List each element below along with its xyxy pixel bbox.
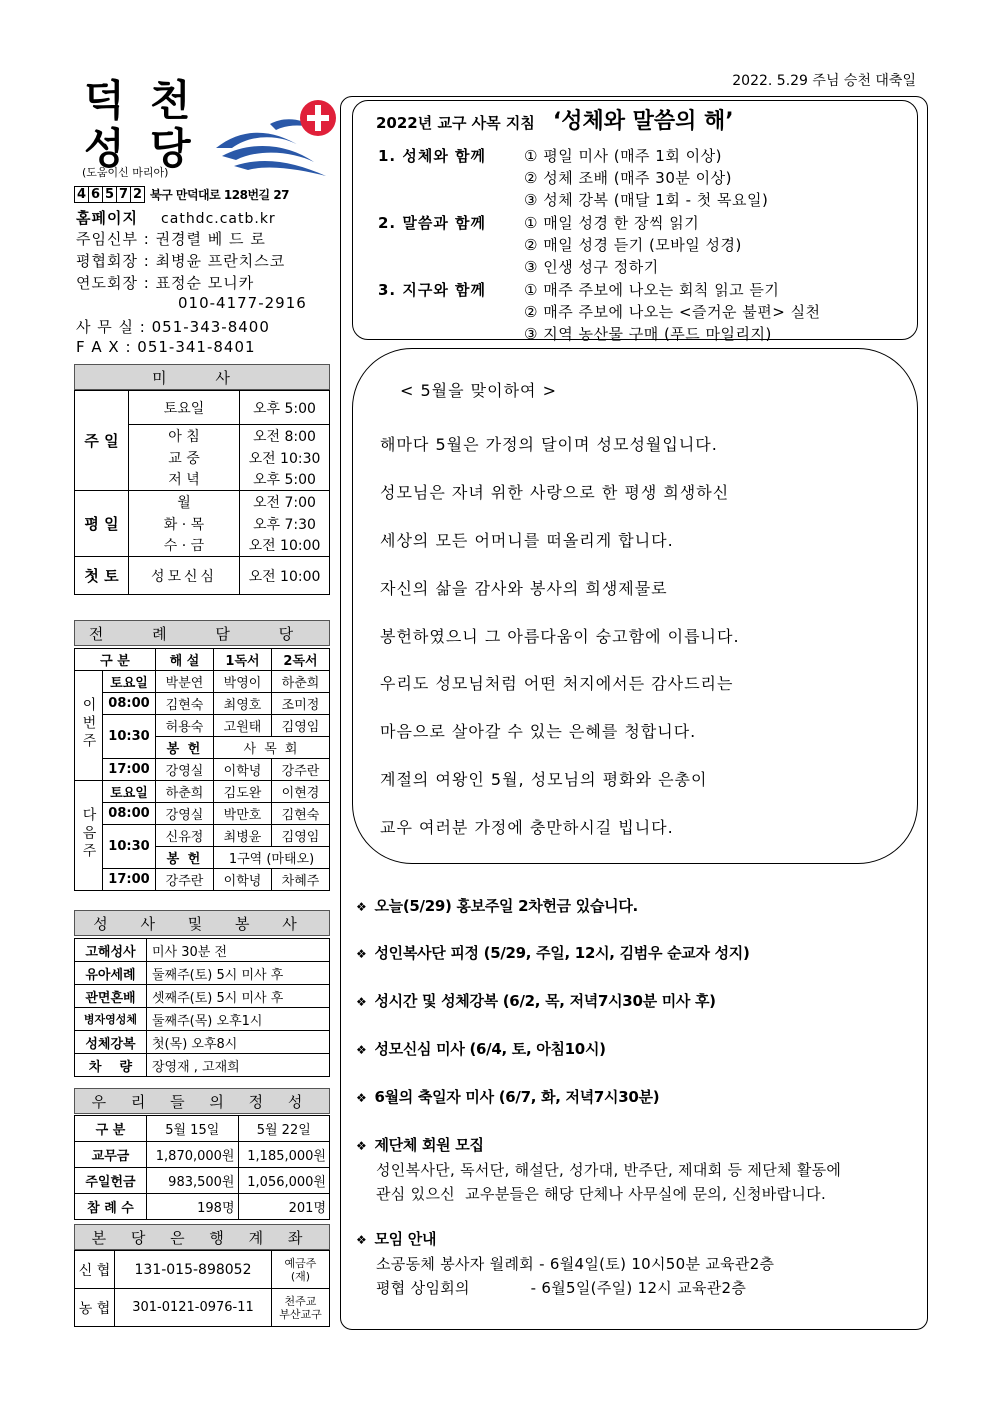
offering-value: 198명: [147, 1194, 239, 1220]
duty-cell: 김현숙: [272, 803, 330, 825]
bank-name: 신 협: [75, 1251, 115, 1289]
bank-name: 농 협: [75, 1289, 115, 1327]
mass-table: [74, 390, 330, 595]
duty-cell: 차혜주: [272, 869, 330, 891]
service-value: 둘째주(목) 오후1시: [147, 1008, 330, 1031]
info-pastor: 주임신부 : 권경렬 베 드 로: [76, 230, 266, 248]
duty-cell: 김도완: [214, 781, 272, 803]
zip-digit: 2: [130, 186, 145, 203]
offering-col-header: 5월 22일: [238, 1116, 330, 1142]
message-line: 우리도 성모님처럼 어떤 처지에서든 감사드리는: [380, 674, 734, 693]
info-homepage: 홈페이지 cathdc.catb.kr: [76, 209, 276, 227]
info-office: 사 무 실 : 051-343-8400: [76, 318, 270, 336]
mass-firstsat-label: 첫 토: [75, 557, 129, 595]
duty-cell: 조미정: [272, 693, 330, 715]
offering-col-header: 5월 15일: [147, 1116, 239, 1142]
bullet-icon: ❖: [356, 1043, 367, 1057]
duty-time: 17:00: [103, 759, 156, 781]
info-fax: F A X : 051-341-8401: [76, 338, 256, 356]
duty-cell: 이학녕: [214, 869, 272, 891]
offering-label: 참 례 수: [75, 1194, 147, 1220]
mass-time: 오전 10:00: [240, 535, 330, 557]
duty-cell: 박만호: [214, 803, 272, 825]
duty-offering-label: 봉 헌: [156, 847, 214, 869]
mass-sunday-label: 주 일: [75, 391, 129, 491]
duty-cell: 김영임: [272, 715, 330, 737]
duty-cell: 신유정: [156, 825, 214, 847]
duty-offering-label: 봉 헌: [156, 737, 214, 759]
service-value: 미사 30분 전: [147, 939, 330, 962]
duty-cell: 박분연: [156, 671, 214, 693]
notice-item: ❖ 성인복사단 피정 (5/29, 주일, 12시, 김범우 순교자 성지): [356, 944, 750, 962]
mass-weekday-label: 평 일: [75, 491, 129, 557]
title-char-2: 천: [150, 76, 191, 125]
account-holder: 천주교 부산교구: [272, 1289, 330, 1327]
mass-time: 오후 7:30: [240, 513, 330, 535]
service-value: 셋째주(토) 5시 미사 후: [147, 985, 330, 1008]
bulletin-date: 2022. 5.29 주님 승천 대축일: [732, 73, 916, 89]
title-char-4: 당: [150, 124, 191, 173]
service-label: 병자영성체: [75, 1008, 147, 1031]
mass-day: 토요일: [129, 391, 240, 425]
duty-cell: 최병윤: [214, 825, 272, 847]
duty-cell: 강주란: [272, 759, 330, 781]
mass-header: 미 사: [74, 364, 330, 390]
service-label: 차 량: [75, 1054, 147, 1077]
pastoral-guide-title: 2022년 교구 사목 지침 ‘성체와 말씀의 해’: [376, 109, 734, 134]
duty-cell: 하춘희: [272, 671, 330, 693]
duty-cell: 김영임: [272, 825, 330, 847]
bullet-icon: ❖: [356, 1139, 367, 1153]
mass-time: 오전 10:00: [240, 557, 330, 595]
service-value: 첫(목) 오후8시: [147, 1031, 330, 1054]
duty-cell: 강영실: [156, 759, 214, 781]
duty-cell: 강영실: [156, 803, 214, 825]
bullet-icon: ❖: [356, 900, 367, 914]
offering-label: 교무금: [75, 1142, 147, 1168]
offering-value: 201명: [238, 1194, 330, 1220]
guide-item: ② 성체 조배 (매주 30분 이상): [524, 169, 732, 187]
duty-col-header: 해 설: [156, 649, 214, 671]
duty-time: 17:00: [103, 869, 156, 891]
notice-item: ❖ 성모신심 미사 (6/4, 토, 아침10시): [356, 1040, 606, 1058]
bullet-icon: ❖: [356, 1091, 367, 1105]
guide-item: ③ 지역 농산물 구매 (푸드 마일리지): [524, 325, 772, 343]
duty-cell: 김현숙: [156, 693, 214, 715]
service-value: 둘째주(토) 5시 미사 후: [147, 962, 330, 985]
zip-digit: 6: [88, 186, 103, 203]
offering-value: 1,185,000원: [238, 1142, 330, 1168]
mass-time: 오전 8:00: [240, 425, 330, 447]
services-table: [74, 938, 330, 1077]
notice-item: ❖ 제단체 회원 모집: [356, 1136, 484, 1154]
notice-item: ❖ 오늘(5/29) 홍보주일 2차헌금 있습니다.: [356, 897, 638, 915]
mass-day: 저 녁: [129, 469, 240, 491]
duty-col-header: 1독서: [214, 649, 272, 671]
message-line: 봉헌하였으니 그 아름다움이 숭고함에 이릅니다.: [380, 627, 740, 646]
info-yeondo: 연도회장 : 표정순 모니카: [76, 274, 255, 292]
mass-day: 아 침: [129, 425, 240, 447]
notice-item: ❖ 모임 안내: [356, 1230, 437, 1248]
duty-table: [74, 648, 330, 891]
guide-item: ③ 성체 강복 (매달 1회 - 첫 목요일): [524, 191, 769, 209]
service-label: 유아세례: [75, 962, 147, 985]
duty-time: 10:30: [103, 715, 156, 759]
bank-header: 본 당 은 행 계 좌: [74, 1224, 330, 1250]
duty-time: 10:30: [103, 825, 156, 869]
title-char-1: 덕: [84, 76, 125, 125]
duty-cell: 박영이: [214, 671, 272, 693]
guide-section-head: 2. 말씀과 함께: [378, 214, 487, 232]
address: 북구 만덕대로 128번길 27: [150, 188, 290, 202]
mass-time: 오전 10:30: [240, 447, 330, 469]
duty-cell: 최영호: [214, 693, 272, 715]
service-label: 성체강복: [75, 1031, 147, 1054]
info-council: 평협회장 : 최병윤 프란치스코: [76, 252, 286, 270]
services-header: 성 사 및 봉 사: [74, 910, 330, 936]
guide-section-head: 1. 성체와 함께: [378, 147, 487, 165]
zip-digit: 4: [74, 186, 89, 203]
notice-body: 소공동체 봉사자 월례회 - 6월4일(토) 10시50분 교육관2층 평협 상임회의 - 6월5일(주일) 12시 교육관2층: [376, 1255, 775, 1297]
duty-cell: 고원태: [214, 715, 272, 737]
message-line: 계절의 여왕인 5월, 성모님의 평화와 은총이: [380, 770, 708, 789]
offering-value: 983,500원: [147, 1168, 239, 1194]
offering-value: 1,870,000원: [147, 1142, 239, 1168]
pastoral-guide-theme: ‘성체와 말씀의 해’: [552, 109, 734, 134]
duty-header: 전 례 담 당: [74, 620, 330, 646]
bullet-icon: ❖: [356, 1233, 367, 1247]
guide-item: ① 평일 미사 (매주 1회 이상): [524, 147, 722, 165]
mass-day: 교 중: [129, 447, 240, 469]
service-value: 장영재 , 고재희: [147, 1054, 330, 1077]
duty-cell: 허용숙: [156, 715, 214, 737]
duty-cell: 하춘희: [156, 781, 214, 803]
next-week-label: 다음주: [80, 806, 97, 861]
duty-offering-group: 사 목 회: [214, 737, 330, 759]
guide-item: ① 매주 주보에 나오는 회칙 읽고 듣기: [524, 281, 780, 299]
duty-offering-group: 1구역 (마태오): [214, 847, 330, 869]
service-label: 관면혼배: [75, 985, 147, 1008]
info-phone: 010-4177-2916: [178, 294, 307, 312]
message-line: 마음으로 살아갈 수 있는 은혜를 청합니다.: [380, 722, 697, 741]
bullet-icon: ❖: [356, 947, 367, 961]
mass-time: 오후 5:00: [240, 469, 330, 491]
subtitle: (도움이신 마리아): [82, 166, 169, 179]
mass-time: 오전 7:00: [240, 491, 330, 513]
church-logo-icon: [214, 96, 344, 178]
title-char-3: 성: [84, 124, 125, 173]
duty-cell: 이현경: [272, 781, 330, 803]
duty-col-header: 2독서: [272, 649, 330, 671]
duty-time: 08:00: [103, 693, 156, 715]
offering-table: [74, 1115, 330, 1220]
message-line: 해마다 5월은 가정의 달이며 성모성월입니다.: [380, 435, 718, 454]
offering-col-header: 구 분: [75, 1116, 147, 1142]
guide-item: ③ 인생 성구 정하기: [524, 258, 659, 276]
message-line: 자신의 삶을 감사와 봉사의 희생제물로: [380, 579, 668, 598]
duty-cell: 강주란: [156, 869, 214, 891]
service-label: 고해성사: [75, 939, 147, 962]
duty-time: 토요일: [103, 671, 156, 693]
bank-account: 301-0121-0976-11: [115, 1289, 272, 1327]
message-line: 세상의 모든 어머니를 떠올리게 합니다.: [380, 531, 674, 550]
message-line: 교우 여러분 가정에 충만하시길 빕니다.: [380, 818, 674, 837]
mass-day: 수 · 금: [129, 535, 240, 557]
zip-digit: 5: [102, 186, 117, 203]
offering-header: 우 리 들 의 정 성: [74, 1088, 330, 1114]
duty-time: 08:00: [103, 803, 156, 825]
duty-cell: 이학녕: [214, 759, 272, 781]
message-title: < 5월을 맞이하여 >: [400, 381, 557, 400]
duty-time: 토요일: [103, 781, 156, 803]
this-week-label: 이번주: [80, 696, 97, 751]
bank-table: [74, 1250, 330, 1327]
mass-day: 월: [129, 491, 240, 513]
guide-item: ② 매일 성경 듣기 (모바일 성경): [524, 236, 742, 254]
account-holder: 예금주 (재): [272, 1251, 330, 1289]
bank-account: 131-015-898052: [115, 1251, 272, 1289]
mass-time: 오후 5:00: [240, 391, 330, 425]
notice-body: 성인복사단, 독서단, 해설단, 성가대, 반주단, 제대회 등 제단체 활동에 관심 있으신 교우분들은 해당 단체나 사무실에 문의, 신청바랍니다.: [376, 1161, 842, 1203]
message-line: 성모님은 자녀 위한 사랑으로 한 평생 희생하신: [380, 483, 730, 502]
guide-item: ② 매주 주보에 나오는 <즐거운 불편> 실천: [524, 303, 821, 321]
bullet-icon: ❖: [356, 995, 367, 1009]
notice-item: ❖ 6월의 축일자 미사 (6/7, 화, 저녁7시30분): [356, 1088, 660, 1106]
zip-address: [74, 186, 289, 203]
notice-item: ❖ 성시간 및 성체강복 (6/2, 목, 저녁7시30분 미사 후): [356, 992, 716, 1010]
duty-col-header: 구 분: [75, 649, 156, 671]
zip-digit: 7: [116, 186, 131, 203]
offering-value: 1,056,000원: [238, 1168, 330, 1194]
offering-label: 주일헌금: [75, 1168, 147, 1194]
mass-day: 화 · 목: [129, 513, 240, 535]
guide-section-head: 3. 지구와 함께: [378, 281, 487, 299]
guide-item: ① 매일 성경 한 장씩 읽기: [524, 214, 700, 232]
mass-day: 성모신심: [129, 557, 240, 595]
